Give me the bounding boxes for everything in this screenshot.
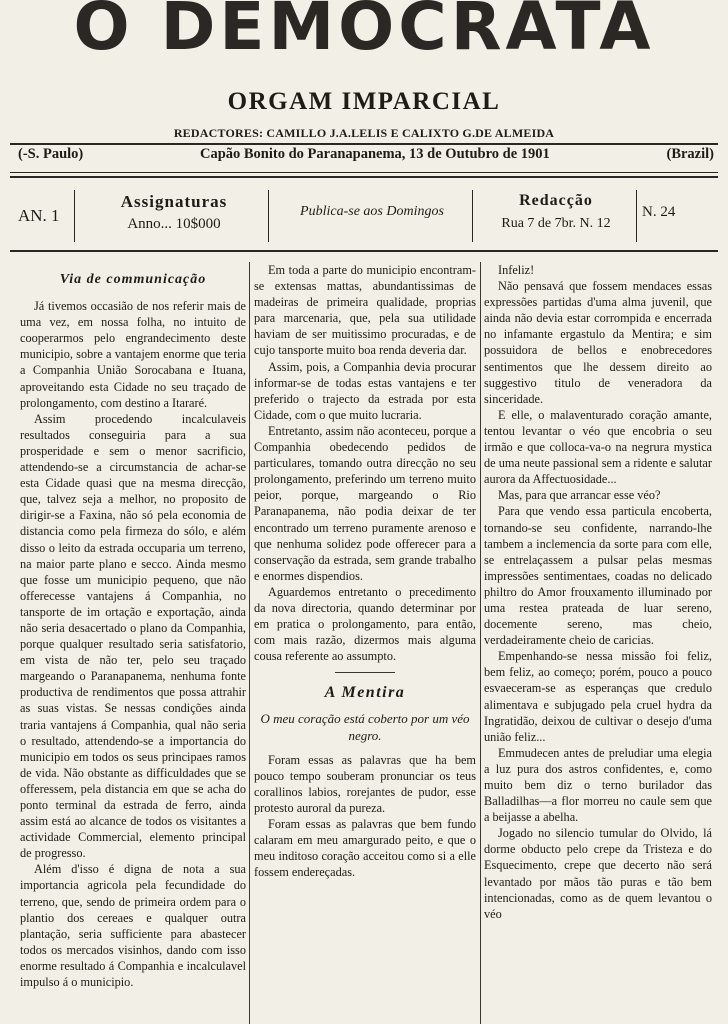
- info-bar: [10, 186, 718, 246]
- newspaper-subtitle: ORGAM IMPARCIAL: [227, 88, 501, 115]
- article-paragraph: Em toda a parte do municipio encontram-se extensas mattas, abundantissimas de madeiras de primeira qualidade, proprias para marcenaria, que, pela sua utilidade haviam de ser muitissimo procuradas, e de cujo tansporte muito boa renda deveria dar.: [254, 263, 476, 358]
- epigraph: O meu coração está coberto por um véo negro.: [260, 711, 470, 743]
- column-1: [20, 262, 246, 1024]
- info-divider: [268, 190, 269, 242]
- column-divider: [249, 262, 250, 1024]
- article-heading: Via de communicação: [59, 272, 207, 287]
- article-paragraph: Não pensavá que fossem mendaces essas expressões partidas d'uma alma juvenil, que ainda não devia estar corrompida e encerrada no infamante ergastulo da Mentira; e sim possuidora de bellos e enobrecedores sentimentos que lhe dessem direito ao suggestivo titulo de veneradora da sinceridade.: [484, 279, 712, 406]
- dateline-place-date: Capão Bonito do Paranapanema, 13 de Outubro de 1901: [199, 146, 550, 162]
- article-heading: A Mentira: [324, 684, 406, 702]
- article-paragraph: Entretanto, assim não aconteceu, porque a Companhia obedecendo pedidos de particulares, tomando outra direcção no seu prolongamento, preferindo um terreno muito peior, porque, margeando o Rio Paranapanema, não podia deixar de ter encontrado um terreno puramente arenoso e que nenhuma solidez pode offerecer para a conservação da estrada, sem grande trabalho e enormes dispendios.: [254, 423, 476, 583]
- dateline-rule-1: [10, 172, 718, 173]
- article-paragraph: Empenhando-se nessa missão foi feliz, bem feliz, ao começo; porém, pouco a pouco esvaeceram-se as esperanças que credulo alimentava e subjugado pela cruel hydra da Ingratidão, deixou de cultivar o desejo d'uma união feliz...: [484, 649, 712, 744]
- article-paragraph: E elle, o malaventurado coração amante, tentou levantar o véo que encobria o seu irmão e que colloca-va-o na negrura mystica de uma neute passional sem a ridente e salutar aurora da Affectuosidade...: [484, 407, 712, 487]
- article-paragraph: Mas, para que arrancar esse véo?: [498, 488, 661, 503]
- article-paragraph: Já tivemos occasião de nos referir mais de uma vez, em nossa folha, no intuito de cooperarmos pelo engrandecimento deste municipio, sobre a vantajem enorme que teria a Companhia União Sorocabana e Ituana, aproveitando esta Cidade no seu traçado de prolongamento, com destino a Itararé.: [20, 299, 246, 410]
- office-heading: Redacção: [519, 192, 593, 209]
- article-paragraph: Para que vendo essa particula encoberta, tornando-se seu confidente, narrando-lhe tambem a inclemencia da sorte para com elle, se entrelaçassem a pulsar pelas mesmas impressões sentimentaes, coadas no delicado philtro do Amor frouxamento illuminado por uma restea prateada de luar sereno, docemente sereno, mas cheio, verdadeiramente cheio de caricias.: [484, 504, 712, 648]
- column-divider: [480, 262, 481, 1024]
- issue-number: N. 24: [642, 204, 676, 220]
- masthead-rule-top: [10, 143, 718, 145]
- article-paragraph: Aguardemos entretanto o precedimento da nova directoria, quando determinar por em pratica o prolongamento, para então, com mais razão, dizermos mais alguma cousa referente ao assumpto.: [254, 584, 476, 664]
- dateline: [18, 146, 714, 163]
- article-paragraph: Emmudecen antes de preludiar uma elegia a luz pura dos astros confidentes, e, como muito bem diz o terno burilador das Balladilhas—a flor morreu no caule sem que a beijasse a abelha.: [484, 745, 712, 825]
- editors-line: REDACTORES: CAMILLO J.A.LELIS E CALIXTO G.DE ALMEIDA: [173, 126, 555, 140]
- infobar-rule-bottom: [10, 250, 718, 252]
- subscriptions-heading: Assignaturas: [120, 192, 228, 211]
- article-paragraph: Jogado no silencio tumular do Olvido, lá dorme obducto pelo crepe da Tristeza e do Esquecimento, crepe que decerto não será levantado por mãos tão puras e tão bem intencionadas, como as de quem levantou o véo: [484, 826, 712, 921]
- article-paragraph: Infeliz!: [498, 263, 535, 277]
- office-address: Rua 7 de 7br. N. 12: [501, 216, 611, 231]
- dateline-rule-2: [10, 176, 718, 178]
- article-paragraph: Além d'isso é digna de nota a sua importancia agricola pela fecundidade do terreno, que, sendo de primeira ordem para o plantio dos cereaes e qualquer outra plantação, seria sufficiente para abastecer todos os mercados visinhos, dando com isso enorme resultado á Companhia e incalculavel impulso á o municipio.: [20, 862, 246, 990]
- dateline-state: (-S. Paulo): [18, 146, 84, 162]
- publication-note: Publica-se aos Domingos: [300, 204, 444, 219]
- column-3: [484, 262, 712, 1024]
- dateline-country: (Brazil): [666, 146, 714, 162]
- article-paragraph: Assim, pois, a Companhia devia procurar informar-se de todas estas vantajens e ter preferido o trajecto da estrada por esta Cidade, com o que muito lucraria.: [254, 359, 476, 422]
- section-divider: [335, 672, 395, 673]
- info-divider: [74, 190, 75, 242]
- article-paragraph: Foram essas as palavras que ha bem pouco tempo souberam pronunciar os teus corallinos labios, rorejantes de pudor, esse protesto auroral da pureza.: [254, 752, 476, 815]
- info-divider: [472, 190, 473, 242]
- article-paragraph: Foram essas as palavras que bem fundo calaram em meu amargurado peito, e que o meu inditoso coração acceitou como si a elle fossem endereçadas.: [254, 817, 476, 880]
- column-2: [254, 262, 476, 1024]
- year-label: AN. 1: [18, 206, 60, 225]
- subscriptions-value: Anno... 10$000: [127, 216, 221, 232]
- newspaper-title: O DEMOCRATA: [73, 0, 655, 65]
- info-divider: [636, 190, 637, 242]
- article-paragraph: Assim procedendo incalculaveis resultados conseguiria para a sua prosperidade e sem o menor sacrificio, attendendo-se a circumstancia de achar-se esta Cidade quasi que na mesma direcção, que, talvez seja a melhor, no proposito de dirigir-se a Faxina, não só pela economia de distancia como pela firmeza do sólo, e além disso o leito da estrada occuparia um terreno, na maior parte plano e secco. Ainda mesmo que fosse um municipio pequeno, que não offerecesse vantajens á Companhia, no tansporte de im ortação e exportação, ainda não seria desacertado o plano da Companhia, porque qualquer resultado seria satisfatorio, em vista de não ter, pelo seu traçado margeando o Paranapanema, nenhuma fonte productiva de rendimentos que possa attrahir as suas vistas. Se nessas condições ainda traria vantajens á Companhia, qual não seria o resultado, attendendo-se a importancia do municipio em todos os seus principaes ramos de vida. Não obstante as difficuldades que se offeressem, pela distancia em que se acha do ponto terminal da estrada de ferro, ainda assim está ao alcance de todos os visitantes a actividade Commercial, elemento principal de progresso.: [20, 411, 246, 861]
